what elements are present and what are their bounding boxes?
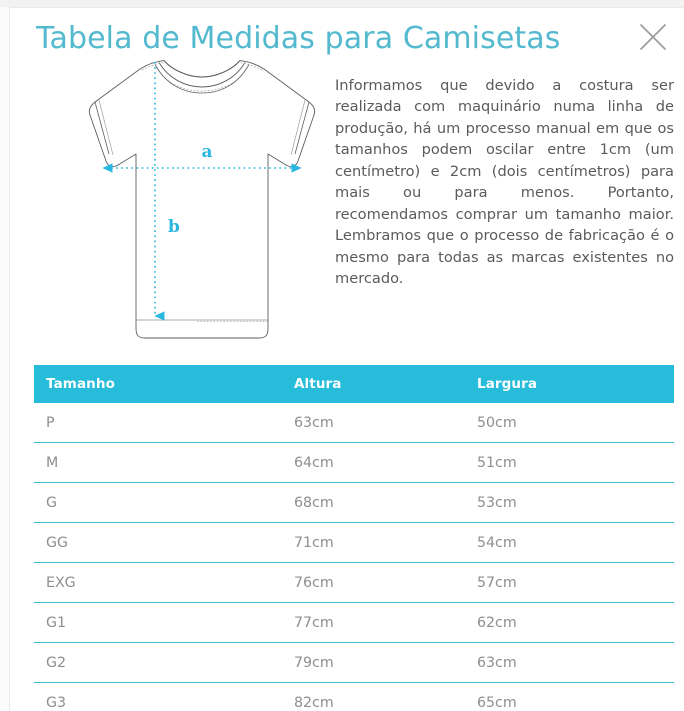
- cell-altura: 71cm: [282, 523, 465, 563]
- close-button[interactable]: [636, 20, 670, 54]
- page-title: Tabela de Medidas para Camisetas: [36, 21, 561, 56]
- cell-altura: 63cm: [282, 403, 465, 443]
- cell-altura: 76cm: [282, 563, 465, 603]
- cell-altura: 68cm: [282, 483, 465, 523]
- width-guide-label: a: [201, 142, 213, 162]
- cell-altura: 82cm: [282, 683, 465, 711]
- table-row: [34, 443, 674, 483]
- table-row: [34, 403, 674, 443]
- cell-largura: 65cm: [465, 683, 674, 711]
- close-icon: [636, 20, 670, 54]
- cell-largura: 50cm: [465, 403, 674, 443]
- column-header-largura: Largura: [465, 365, 674, 403]
- cell-tamanho: M: [34, 443, 282, 483]
- cell-tamanho: P: [34, 403, 282, 443]
- table-row: [34, 643, 674, 683]
- cell-largura: 54cm: [465, 523, 674, 563]
- cell-altura: 64cm: [282, 443, 465, 483]
- table-header-row: [34, 365, 674, 403]
- cell-tamanho: G1: [34, 603, 282, 643]
- cell-largura: 63cm: [465, 643, 674, 683]
- cell-altura: 77cm: [282, 603, 465, 643]
- tshirt-outline: [89, 61, 315, 338]
- cell-largura: 57cm: [465, 563, 674, 603]
- cell-altura: 79cm: [282, 643, 465, 683]
- cell-largura: 51cm: [465, 443, 674, 483]
- table-row: [34, 683, 674, 711]
- cell-largura: 62cm: [465, 603, 674, 643]
- page-top-gutter: [0, 0, 684, 8]
- intro-paragraph: Informamos que devido a costura ser realizada com maquinário numa linha de produção, há um processo manual em que os tamanhos podem oscilar entre 1cm (um centímetro) e 2cm (dois centímetros) para mais ou para menos. Portanto, recomendamos comprar um tamanho maior. Lembramos que o processo de fabricação é o mesmo para todas as marcas existentes no mercado.: [335, 76, 674, 288]
- cell-tamanho: G3: [34, 683, 282, 711]
- tshirt-measurement-diagram: [22, 58, 332, 356]
- cell-tamanho: EXG: [34, 563, 282, 603]
- size-measurements-table: [34, 365, 674, 711]
- table-row: [34, 483, 674, 523]
- table-row: [34, 603, 674, 643]
- modal-body: [10, 56, 684, 356]
- cell-tamanho: G: [34, 483, 282, 523]
- column-header-tamanho: Tamanho: [34, 365, 282, 403]
- table-row: [34, 523, 674, 563]
- page-left-gutter: [0, 7, 10, 711]
- table-body: [34, 403, 674, 711]
- cell-tamanho: GG: [34, 523, 282, 563]
- height-guide-label: b: [168, 217, 180, 237]
- column-header-altura: Altura: [282, 365, 465, 403]
- cell-tamanho: G2: [34, 643, 282, 683]
- table-row: [34, 563, 674, 603]
- cell-largura: 53cm: [465, 483, 674, 523]
